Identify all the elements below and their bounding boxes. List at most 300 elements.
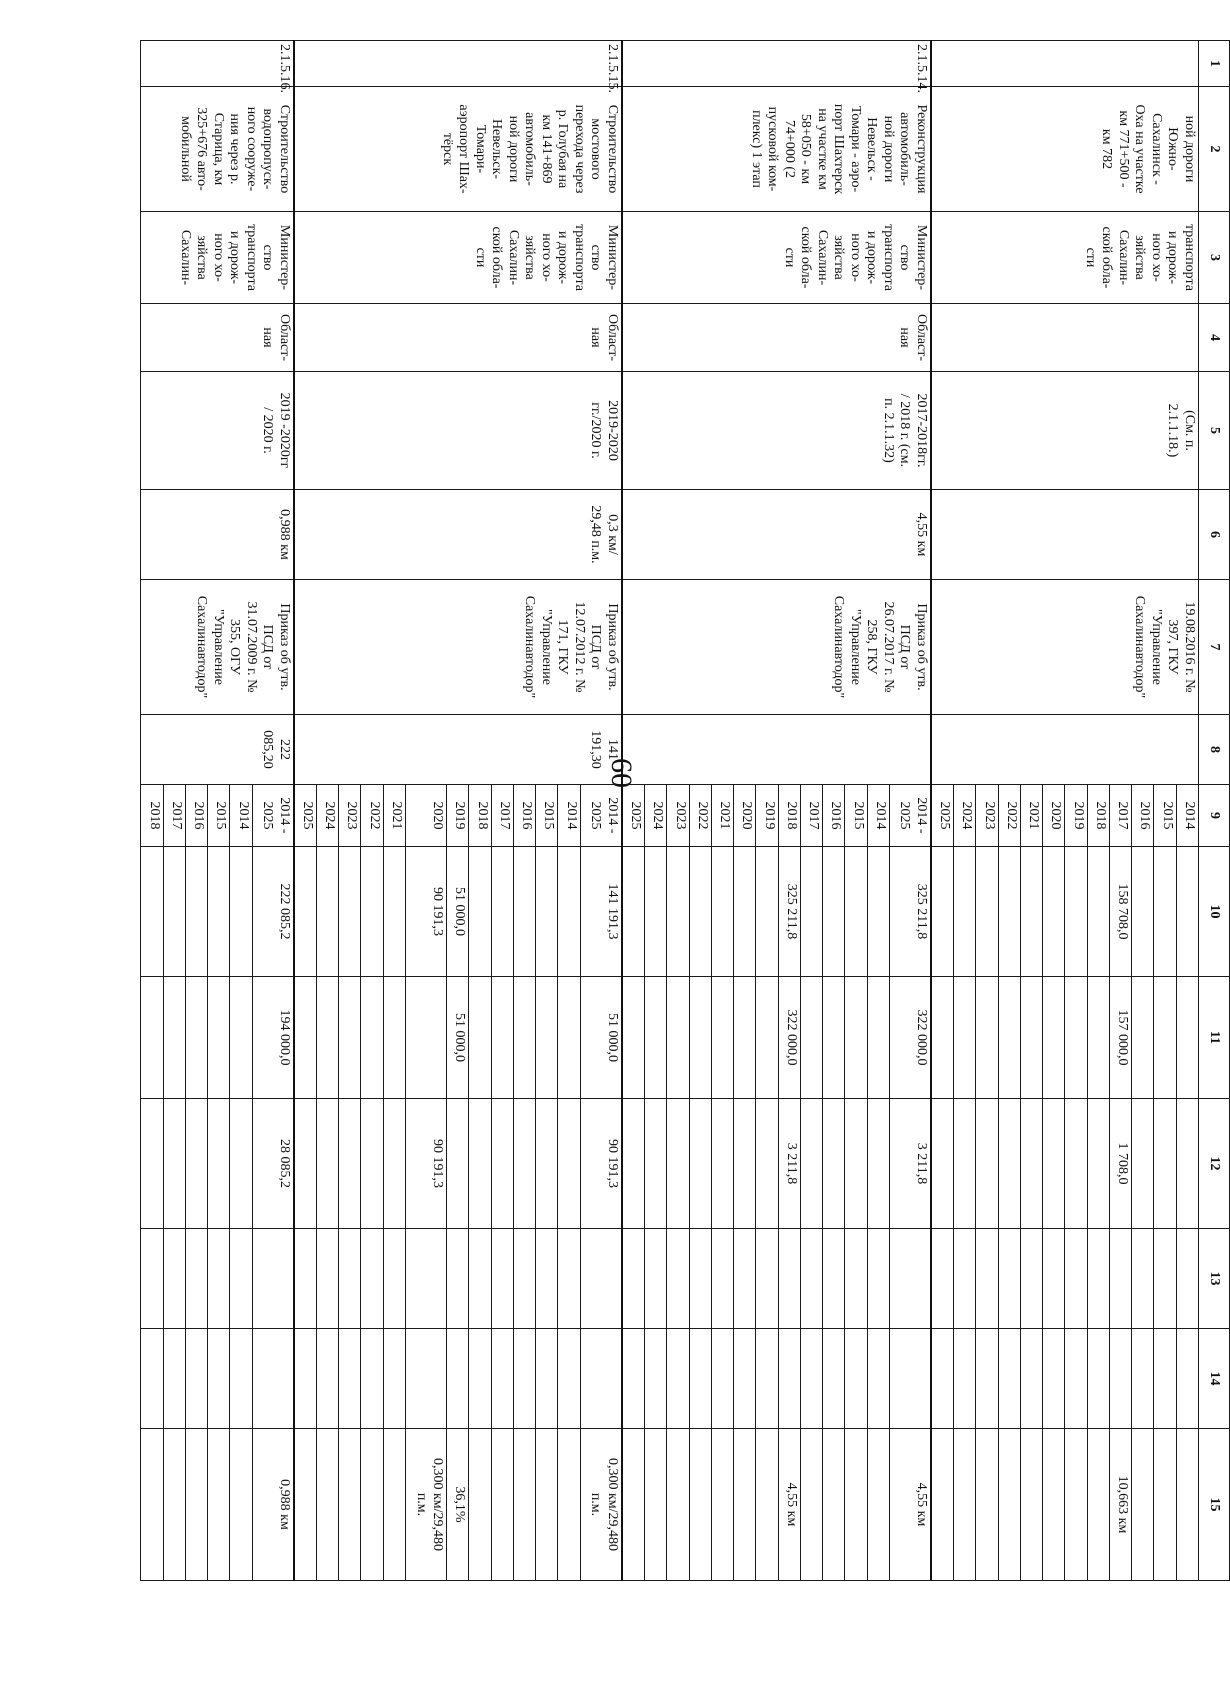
federal-funds-cell xyxy=(1176,977,1198,1099)
regional-funds-cell: 1 708,0 xyxy=(1110,1099,1132,1229)
total-cost-cell xyxy=(491,847,513,977)
regional-funds-cell xyxy=(1021,1099,1043,1229)
federal-funds-cell: 51 000,0 xyxy=(580,977,622,1099)
local-funds-cell xyxy=(622,1229,645,1329)
other-funds-cell xyxy=(622,1329,645,1429)
year-cell: 2024 xyxy=(954,785,976,847)
total-cost-cell: 141 191,3 xyxy=(580,847,622,977)
capacity-input-cell: 10,663 км xyxy=(1110,1429,1132,1581)
federal-funds-cell xyxy=(208,977,230,1099)
local-funds-cell xyxy=(294,1229,317,1329)
federal-funds-cell xyxy=(163,977,185,1099)
federal-funds-cell xyxy=(845,977,867,1099)
regional-funds-cell xyxy=(491,1099,513,1229)
column-header-13: 13 xyxy=(1199,1229,1230,1329)
federal-funds-cell xyxy=(711,977,733,1099)
regional-funds-cell xyxy=(185,1099,207,1229)
federal-funds-cell xyxy=(339,977,361,1099)
other-funds-cell xyxy=(1065,1329,1087,1429)
total-cost-cell xyxy=(734,847,756,977)
page-number: 60 xyxy=(605,758,638,788)
local-funds-cell xyxy=(491,1229,513,1329)
regional-funds-cell: 3 211,8 xyxy=(889,1099,931,1229)
year-cell: 2021 xyxy=(711,785,733,847)
other-funds-cell xyxy=(711,1329,733,1429)
construction-period: 2019 -2020гг / 2020 г. xyxy=(141,372,294,490)
local-funds-cell xyxy=(689,1229,711,1329)
column-header-15: 15 xyxy=(1199,1429,1230,1581)
other-funds-cell xyxy=(141,1329,164,1429)
investment-program-table xyxy=(140,40,1230,1581)
total-cost-cell xyxy=(667,847,689,977)
year-cell: 2018 xyxy=(469,785,491,847)
local-funds-cell xyxy=(141,1229,164,1329)
regional-funds-cell xyxy=(823,1099,845,1229)
regional-funds-cell xyxy=(1087,1099,1109,1229)
regional-funds-cell xyxy=(800,1099,822,1229)
capacity xyxy=(931,490,1199,580)
other-funds-cell xyxy=(976,1329,998,1429)
local-funds-cell xyxy=(778,1229,800,1329)
local-funds-cell xyxy=(163,1229,185,1329)
total-cost-cell xyxy=(316,847,338,977)
capacity-input-cell xyxy=(800,1429,822,1581)
table-row xyxy=(580,41,622,1581)
total-cost-cell xyxy=(711,847,733,977)
local-funds-cell xyxy=(756,1229,778,1329)
capacity-input-cell xyxy=(645,1429,667,1581)
federal-funds-cell xyxy=(1087,977,1109,1099)
year-cell: 2018 xyxy=(778,785,800,847)
other-funds-cell xyxy=(778,1329,800,1429)
year-cell: 2019 xyxy=(756,785,778,847)
other-funds-cell xyxy=(734,1329,756,1429)
object-name: Строительство мостового перехода через р. Голубая на км 141+869 автомобиль- ной дороги Невельск- Томари- аэропорт Шах- тёрск xyxy=(294,87,622,212)
federal-funds-cell: 157 000,0 xyxy=(1110,977,1132,1099)
year-cell: 2019 xyxy=(1065,785,1087,847)
federal-funds-cell xyxy=(1021,977,1043,1099)
capacity-input-cell xyxy=(1176,1429,1198,1581)
column-header-3: 3 xyxy=(1199,212,1230,304)
total-cost-cell xyxy=(469,847,491,977)
regional-funds-cell xyxy=(976,1099,998,1229)
year-cell: 2014 - 2025 xyxy=(889,785,931,847)
regional-funds-cell xyxy=(163,1099,185,1229)
regional-funds-cell: 90 191,3 xyxy=(405,1099,446,1229)
other-funds-cell xyxy=(1021,1329,1043,1429)
column-header-14: 14 xyxy=(1199,1329,1230,1429)
local-funds-cell xyxy=(252,1229,294,1329)
regional-funds-cell xyxy=(954,1099,976,1229)
local-funds-cell xyxy=(976,1229,998,1329)
local-funds-cell xyxy=(823,1229,845,1329)
regional-funds-cell xyxy=(931,1099,954,1229)
total-cost-cell xyxy=(931,847,954,977)
regional-funds-cell: 3 211,8 xyxy=(778,1099,800,1229)
regional-funds-cell xyxy=(383,1099,405,1229)
year-cell: 2015 xyxy=(845,785,867,847)
total-cost-cell xyxy=(230,847,252,977)
regional-funds-cell xyxy=(294,1099,317,1229)
federal-funds-cell xyxy=(1043,977,1065,1099)
approval-document: Приказ об утв. ПСД от 26.07.2017 г. № 258, ГКУ "Управление Сахалинавтодор" xyxy=(622,580,931,715)
year-cell: 2017 xyxy=(800,785,822,847)
other-funds-cell xyxy=(667,1329,689,1429)
capacity-input-cell xyxy=(513,1429,535,1581)
year-cell: 2015 xyxy=(536,785,558,847)
regional-funds-cell xyxy=(622,1099,645,1229)
local-funds-cell xyxy=(711,1229,733,1329)
other-funds-cell xyxy=(447,1329,469,1429)
capacity-input-cell xyxy=(845,1429,867,1581)
regional-funds-cell xyxy=(711,1099,733,1229)
federal-funds-cell xyxy=(316,977,338,1099)
capacity-input-cell xyxy=(756,1429,778,1581)
capacity-input-cell xyxy=(141,1429,164,1581)
object-level: Област- ная xyxy=(294,304,622,372)
local-funds-cell xyxy=(845,1229,867,1329)
local-funds-cell xyxy=(734,1229,756,1329)
other-funds-cell xyxy=(1110,1329,1132,1429)
year-cell: 2023 xyxy=(667,785,689,847)
construction-period: (См. п. 2.1.1.18.) xyxy=(931,372,1199,490)
capacity-input-cell xyxy=(734,1429,756,1581)
other-funds-cell xyxy=(645,1329,667,1429)
total-cost-cell xyxy=(976,847,998,977)
year-cell: 2020 xyxy=(405,785,446,847)
federal-funds-cell xyxy=(294,977,317,1099)
federal-funds-cell xyxy=(185,977,207,1099)
capacity-input-cell xyxy=(536,1429,558,1581)
local-funds-cell xyxy=(1043,1229,1065,1329)
total-cost-cell xyxy=(954,847,976,977)
total-cost-cell xyxy=(294,847,317,977)
column-header-10: 10 xyxy=(1199,847,1230,977)
column-header-1: 1 xyxy=(1199,41,1230,87)
construction-period: 2017-2018гг. / 2018 г. (см. п. 2.1.1.32) xyxy=(622,372,931,490)
year-cell: 2018 xyxy=(141,785,164,847)
total-cost-cell xyxy=(1132,847,1154,977)
other-funds-cell xyxy=(1154,1329,1176,1429)
local-funds-cell xyxy=(447,1229,469,1329)
capacity-input-cell xyxy=(931,1429,954,1581)
local-funds-cell xyxy=(1110,1229,1132,1329)
federal-funds-cell xyxy=(823,977,845,1099)
year-cell: 2014 xyxy=(867,785,889,847)
year-cell: 2021 xyxy=(1021,785,1043,847)
other-funds-cell xyxy=(931,1329,954,1429)
other-funds-cell xyxy=(558,1329,580,1429)
regional-funds-cell xyxy=(756,1099,778,1229)
regional-funds-cell xyxy=(645,1099,667,1229)
item-number: 2.1.5.16. xyxy=(141,41,294,87)
federal-funds-cell xyxy=(1132,977,1154,1099)
regional-funds-cell xyxy=(689,1099,711,1229)
capacity-input-cell: 0,300 км/29,480 п.м. xyxy=(580,1429,622,1581)
other-funds-cell xyxy=(689,1329,711,1429)
other-funds-cell xyxy=(383,1329,405,1429)
other-funds-cell xyxy=(1176,1329,1198,1429)
other-funds-cell xyxy=(998,1329,1020,1429)
total-cost-cell xyxy=(823,847,845,977)
column-header-8: 8 xyxy=(1199,715,1230,785)
regional-funds-cell xyxy=(558,1099,580,1229)
federal-funds-cell xyxy=(361,977,383,1099)
federal-funds-cell: 322 000,0 xyxy=(889,977,931,1099)
object-name: Строительство водопропуск- ного сооруже- ния через р. Старица, км 325+676 авто- мобильной xyxy=(141,87,294,212)
capacity-input-cell xyxy=(823,1429,845,1581)
regional-funds-cell xyxy=(667,1099,689,1229)
local-funds-cell xyxy=(469,1229,491,1329)
total-cost-cell xyxy=(1043,847,1065,977)
total-cost-cell: 51 000,0 xyxy=(447,847,469,977)
year-cell: 2025 xyxy=(294,785,317,847)
federal-funds-cell xyxy=(513,977,535,1099)
total-cost-cell xyxy=(1021,847,1043,977)
responsible-body: Министер- ство транспорта и дорож- ного хо- зяйства Сахалин- ской обла- сти xyxy=(294,212,622,304)
federal-funds-cell: 194 000,0 xyxy=(252,977,294,1099)
capacity-input-cell xyxy=(1043,1429,1065,1581)
total-cost-cell xyxy=(622,847,645,977)
regional-funds-cell xyxy=(447,1099,469,1229)
other-funds-cell xyxy=(580,1329,622,1429)
item-number: 2.1.5.14. xyxy=(622,41,931,87)
capacity-input-cell xyxy=(867,1429,889,1581)
federal-funds-cell xyxy=(645,977,667,1099)
federal-funds-cell xyxy=(998,977,1020,1099)
federal-funds-cell: 51 000,0 xyxy=(447,977,469,1099)
capacity-input-cell: 36,1% xyxy=(447,1429,469,1581)
local-funds-cell xyxy=(536,1229,558,1329)
local-funds-cell xyxy=(405,1229,446,1329)
responsible-body: транспорта и дорож- ного хо- зяйства Сахалин- ской обла- сти xyxy=(931,212,1199,304)
year-cell: 2015 xyxy=(208,785,230,847)
regional-funds-cell: 90 191,3 xyxy=(580,1099,622,1229)
total-cost-cell xyxy=(1176,847,1198,977)
capacity-input-cell xyxy=(230,1429,252,1581)
regional-funds-cell xyxy=(361,1099,383,1229)
year-cell: 2023 xyxy=(976,785,998,847)
regional-funds-cell xyxy=(339,1099,361,1229)
capacity-input-cell xyxy=(998,1429,1020,1581)
year-cell: 2016 xyxy=(823,785,845,847)
year-cell: 2024 xyxy=(316,785,338,847)
regional-funds-cell xyxy=(1043,1099,1065,1229)
year-cell: 2022 xyxy=(689,785,711,847)
year-cell: 2017 xyxy=(1110,785,1132,847)
other-funds-cell xyxy=(513,1329,535,1429)
total-cost-cell xyxy=(141,847,164,977)
local-funds-cell xyxy=(1176,1229,1198,1329)
federal-funds-cell xyxy=(734,977,756,1099)
federal-funds-cell xyxy=(405,977,446,1099)
other-funds-cell xyxy=(469,1329,491,1429)
year-cell: 2020 xyxy=(734,785,756,847)
capacity-input-cell xyxy=(667,1429,689,1581)
object-name: Реконструкция автомобиль- ной дороги Невельск - Томари - аэро- порт Шахтерск на участке км 58+050 - км 74+000 (2 пусковой ком- плекс) 1 этап xyxy=(622,87,931,212)
federal-funds-cell xyxy=(141,977,164,1099)
year-cell: 2021 xyxy=(383,785,405,847)
capacity-input-cell xyxy=(491,1429,513,1581)
year-cell: 2015 xyxy=(1154,785,1176,847)
total-cost-cell xyxy=(845,847,867,977)
item-number xyxy=(931,41,1199,87)
capacity-input-cell xyxy=(339,1429,361,1581)
capacity-input-cell xyxy=(1021,1429,1043,1581)
responsible-body: Министер- ство транспорта и дорож- ного хо- зяйства Сахалин- ской обла- сти xyxy=(622,212,931,304)
capacity-input-cell xyxy=(294,1429,317,1581)
year-cell: 2022 xyxy=(998,785,1020,847)
capacity-input-cell xyxy=(316,1429,338,1581)
column-header-11: 11 xyxy=(1199,977,1230,1099)
federal-funds-cell xyxy=(931,977,954,1099)
regional-funds-cell xyxy=(230,1099,252,1229)
capacity-input-cell xyxy=(622,1429,645,1581)
total-cost-cell: 325 211,8 xyxy=(778,847,800,977)
local-funds-cell xyxy=(558,1229,580,1329)
local-funds-cell xyxy=(361,1229,383,1329)
capacity-input-cell xyxy=(208,1429,230,1581)
federal-funds-cell xyxy=(383,977,405,1099)
other-funds-cell xyxy=(491,1329,513,1429)
approval-document: 19.08.2016 г. № 397, ГКУ "Управление Сахалинавтодор" xyxy=(931,580,1199,715)
capacity-input-cell: 4,55 км xyxy=(889,1429,931,1581)
regional-funds-cell xyxy=(867,1099,889,1229)
local-funds-cell xyxy=(1087,1229,1109,1329)
other-funds-cell xyxy=(252,1329,294,1429)
capacity-input-cell xyxy=(689,1429,711,1581)
estimated-cost: 141 191,30 xyxy=(294,715,622,785)
other-funds-cell xyxy=(208,1329,230,1429)
local-funds-cell xyxy=(889,1229,931,1329)
regional-funds-cell xyxy=(316,1099,338,1229)
regional-funds-cell xyxy=(845,1099,867,1229)
total-cost-cell xyxy=(756,847,778,977)
local-funds-cell xyxy=(383,1229,405,1329)
year-cell: 2014 xyxy=(1176,785,1198,847)
federal-funds-cell xyxy=(667,977,689,1099)
total-cost-cell xyxy=(208,847,230,977)
year-cell: 2016 xyxy=(185,785,207,847)
regional-funds-cell xyxy=(734,1099,756,1229)
other-funds-cell xyxy=(316,1329,338,1429)
federal-funds-cell xyxy=(954,977,976,1099)
local-funds-cell xyxy=(931,1229,954,1329)
federal-funds-cell xyxy=(756,977,778,1099)
year-cell: 2017 xyxy=(163,785,185,847)
other-funds-cell xyxy=(185,1329,207,1429)
capacity-input-cell xyxy=(163,1429,185,1581)
table-row xyxy=(252,41,294,1581)
capacity-input-cell xyxy=(558,1429,580,1581)
other-funds-cell xyxy=(1087,1329,1109,1429)
total-cost-cell xyxy=(536,847,558,977)
capacity-input-cell xyxy=(954,1429,976,1581)
federal-funds-cell xyxy=(622,977,645,1099)
other-funds-cell xyxy=(867,1329,889,1429)
total-cost-cell: 222 085,2 xyxy=(252,847,294,977)
other-funds-cell xyxy=(361,1329,383,1429)
capacity-input-cell xyxy=(1065,1429,1087,1581)
federal-funds-cell: 322 000,0 xyxy=(778,977,800,1099)
object-level: Област- ная xyxy=(141,304,294,372)
local-funds-cell xyxy=(185,1229,207,1329)
federal-funds-cell xyxy=(469,977,491,1099)
column-header-5: 5 xyxy=(1199,372,1230,490)
year-cell: 2014 - 2025 xyxy=(252,785,294,847)
total-cost-cell xyxy=(383,847,405,977)
capacity-input-cell: 4,55 км xyxy=(778,1429,800,1581)
federal-funds-cell xyxy=(689,977,711,1099)
other-funds-cell xyxy=(536,1329,558,1429)
local-funds-cell xyxy=(800,1229,822,1329)
other-funds-cell xyxy=(405,1329,446,1429)
local-funds-cell xyxy=(1132,1229,1154,1329)
capacity-input-cell: 0,988 км xyxy=(252,1429,294,1581)
year-cell: 2024 xyxy=(645,785,667,847)
capacity-input-cell xyxy=(383,1429,405,1581)
local-funds-cell xyxy=(645,1229,667,1329)
table-row xyxy=(1176,41,1198,1581)
capacity-input-cell xyxy=(361,1429,383,1581)
regional-funds-cell xyxy=(998,1099,1020,1229)
approval-document: Приказ об утв. ПСД от 12.07.2012 г. № 171, ГКУ "Управление Сахалинавтодор" xyxy=(294,580,622,715)
total-cost-cell xyxy=(513,847,535,977)
capacity-input-cell xyxy=(711,1429,733,1581)
capacity: 0,988 км xyxy=(141,490,294,580)
column-header-9: 9 xyxy=(1199,785,1230,847)
other-funds-cell xyxy=(1043,1329,1065,1429)
responsible-body: Министер- ство транспорта и дорож- ного хо- зяйства Сахалин- xyxy=(141,212,294,304)
year-cell: 2020 xyxy=(1043,785,1065,847)
other-funds-cell xyxy=(756,1329,778,1429)
year-cell: 2018 xyxy=(1087,785,1109,847)
capacity-input-cell xyxy=(976,1429,998,1581)
column-number-header xyxy=(1199,41,1230,1581)
object-level: Област- ная xyxy=(622,304,931,372)
total-cost-cell xyxy=(998,847,1020,977)
column-header-12: 12 xyxy=(1199,1099,1230,1229)
column-header-4: 4 xyxy=(1199,304,1230,372)
capacity-input-cell xyxy=(1132,1429,1154,1581)
local-funds-cell xyxy=(513,1229,535,1329)
year-cell: 2016 xyxy=(1132,785,1154,847)
total-cost-cell xyxy=(361,847,383,977)
total-cost-cell: 158 708,0 xyxy=(1110,847,1132,977)
object-name: ной дороги Южно- Сахалинск - Оха на участке км 771+500 - км 782 xyxy=(931,87,1199,212)
other-funds-cell xyxy=(163,1329,185,1429)
regional-funds-cell xyxy=(1154,1099,1176,1229)
local-funds-cell xyxy=(580,1229,622,1329)
column-header-6: 6 xyxy=(1199,490,1230,580)
regional-funds-cell xyxy=(208,1099,230,1229)
column-header-7: 7 xyxy=(1199,580,1230,715)
local-funds-cell xyxy=(316,1229,338,1329)
year-cell: 2014 - 2025 xyxy=(580,785,622,847)
year-cell: 2014 xyxy=(558,785,580,847)
federal-funds-cell xyxy=(558,977,580,1099)
rotated-table-container xyxy=(140,40,1230,1580)
capacity-input-cell: 0,300 км/29,480 п.м. xyxy=(405,1429,446,1581)
total-cost-cell xyxy=(645,847,667,977)
local-funds-cell xyxy=(998,1229,1020,1329)
total-cost-cell xyxy=(185,847,207,977)
total-cost-cell xyxy=(800,847,822,977)
total-cost-cell: 325 211,8 xyxy=(889,847,931,977)
construction-period: 2019-2020 гг./2020 г. xyxy=(294,372,622,490)
total-cost-cell: 90 191,3 xyxy=(405,847,446,977)
year-cell: 2022 xyxy=(361,785,383,847)
